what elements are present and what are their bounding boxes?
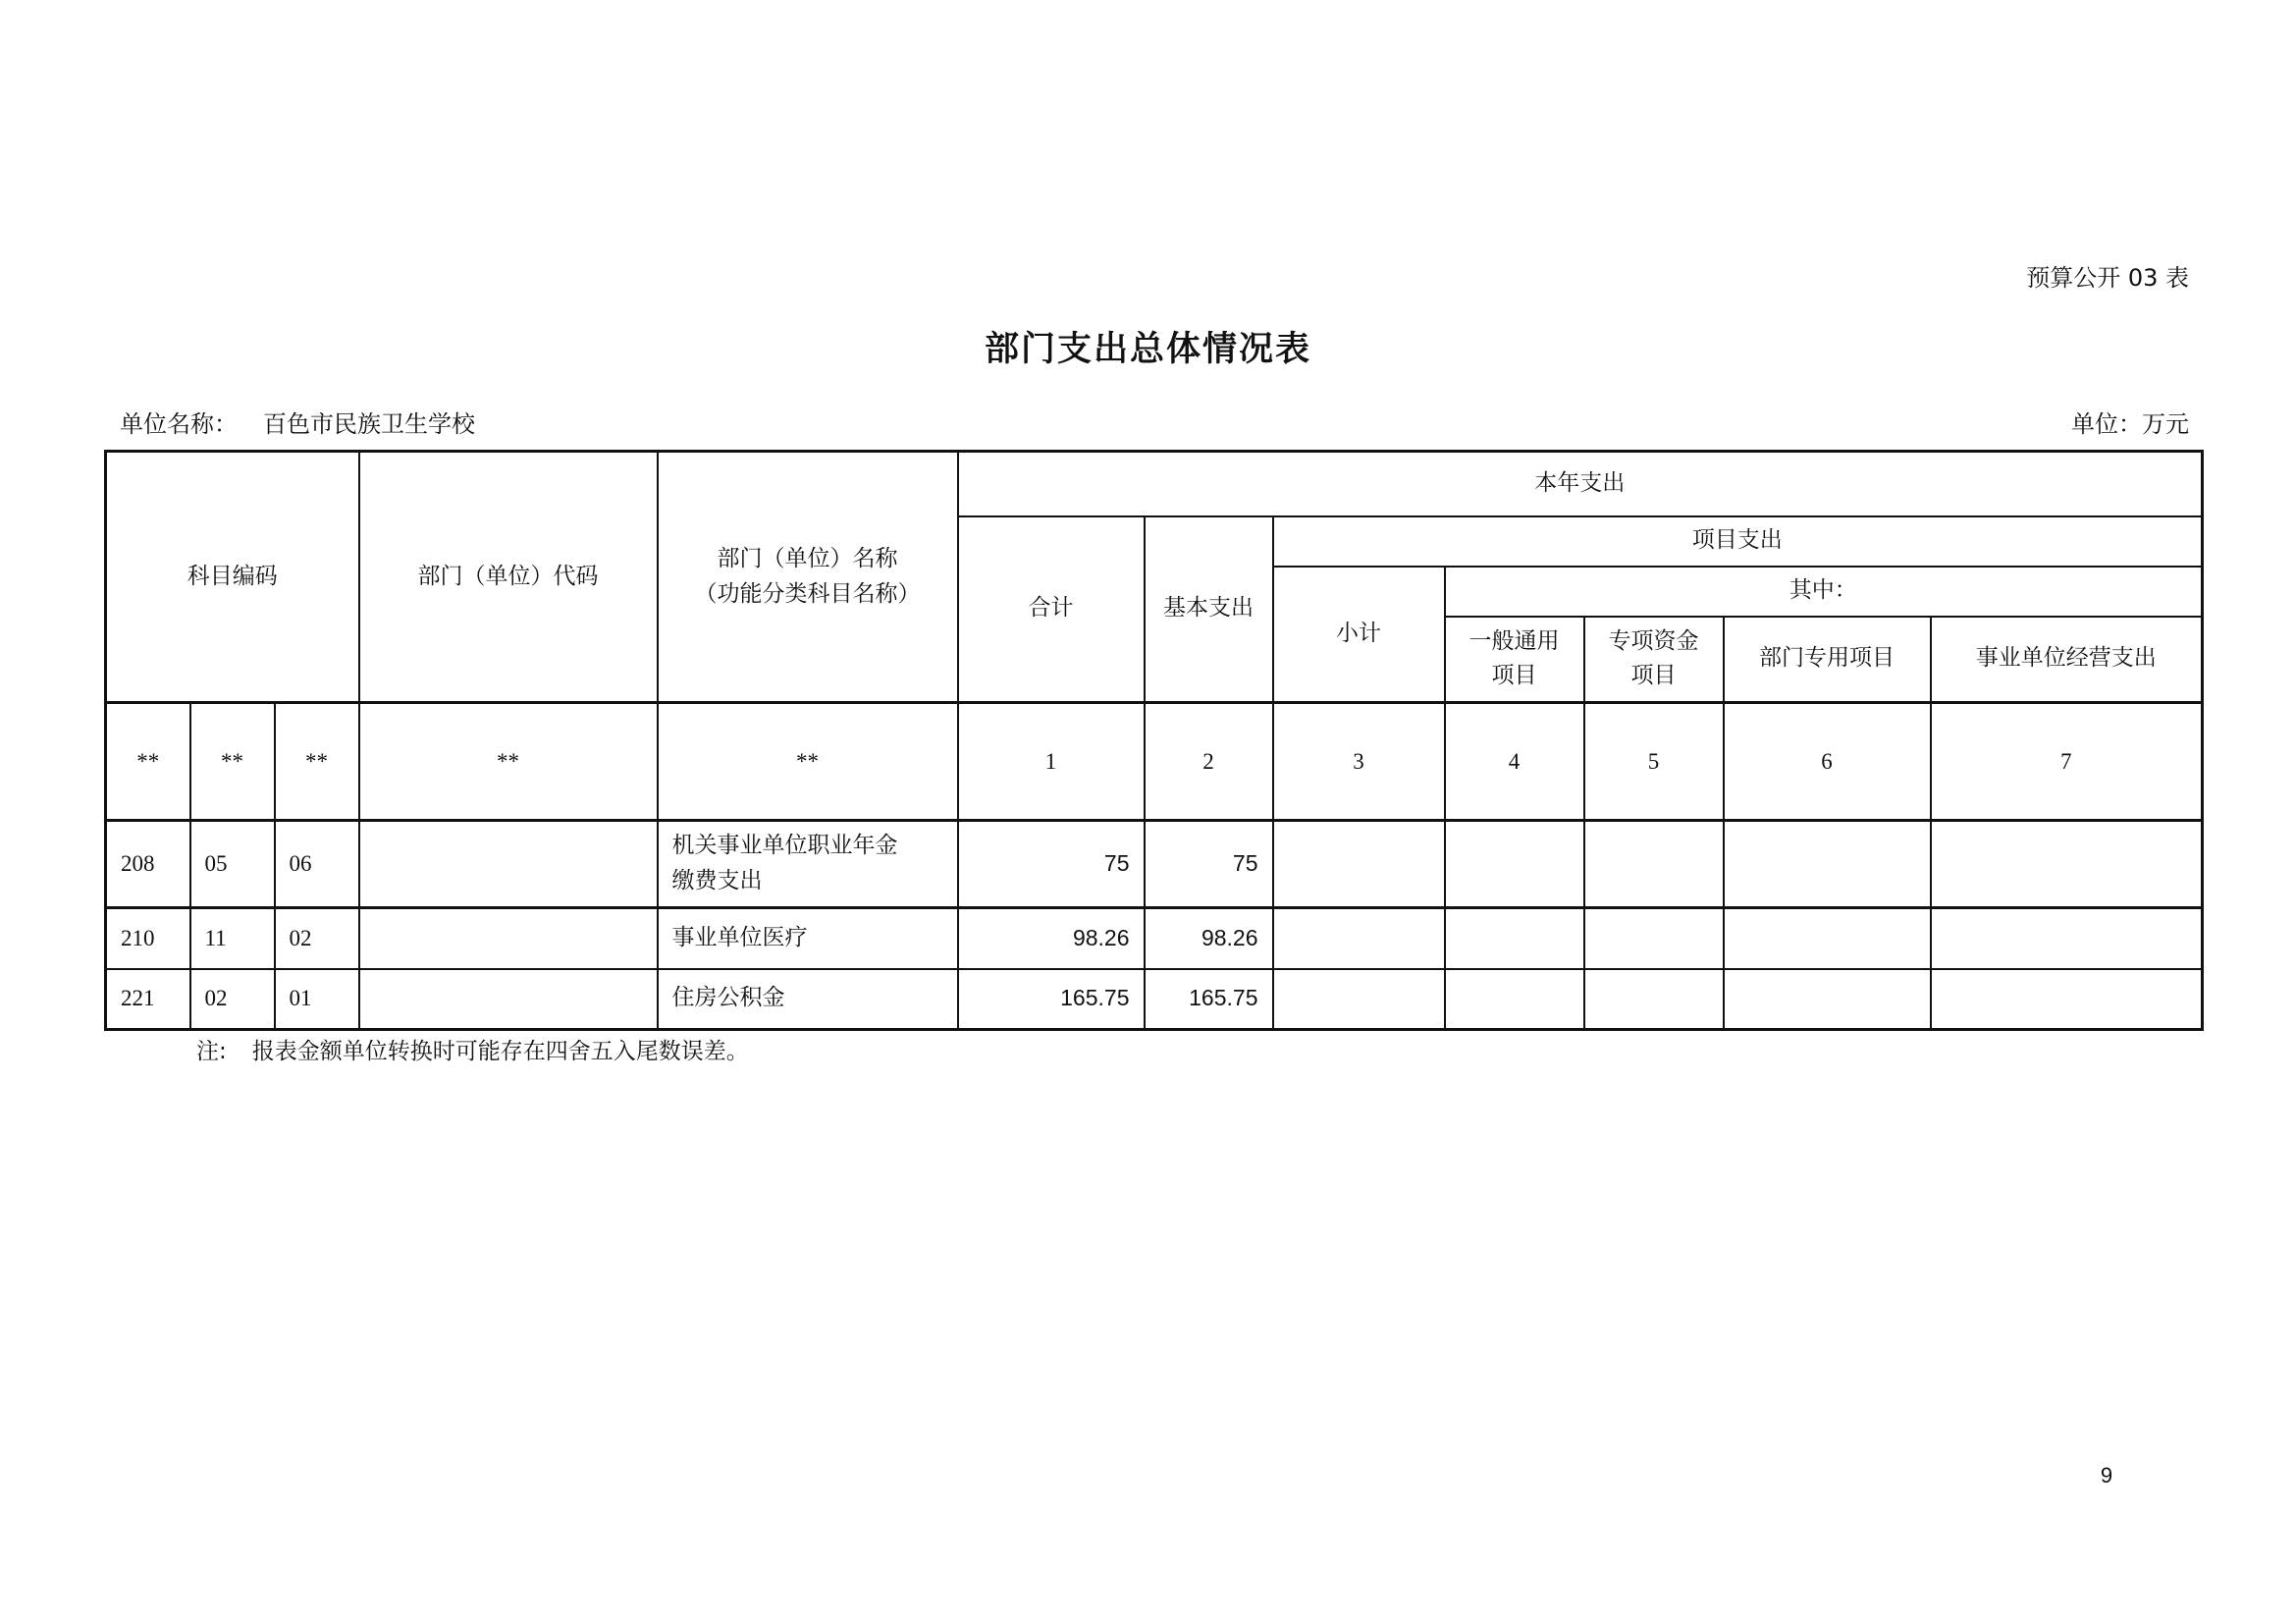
general-project-cell — [1445, 908, 1584, 969]
dept-special-project-cell — [1724, 969, 1931, 1030]
header-dept-name — [658, 452, 958, 703]
basic-expense-cell: 98.26 — [1145, 908, 1273, 969]
header-basic-expense: 基本支出 — [1145, 516, 1273, 703]
unit-name-label: 单位名称： — [120, 410, 238, 438]
item-code: 02 — [190, 969, 275, 1030]
basic-expense-cell: 75 — [1145, 821, 1273, 908]
subtotal-cell — [1273, 908, 1445, 969]
header-general-project-line1: 一般通用 — [1468, 627, 1560, 654]
expense-table — [104, 450, 2204, 1031]
business-operation-cell — [1931, 821, 2203, 908]
class-code: 210 — [106, 908, 190, 969]
sub-item-code: 06 — [275, 821, 359, 908]
subtotal-cell — [1273, 821, 1445, 908]
special-fund-cell — [1584, 908, 1724, 969]
header-dept-name-line1: 部门（单位）名称 — [717, 545, 898, 571]
footnote-text: 报表金额单位转换时可能存在四舍五入尾数误差。 — [251, 1039, 749, 1064]
header-dept-code: 部门（单位）代码 — [359, 452, 658, 703]
index-cell: 3 — [1273, 703, 1445, 821]
dept-name-line2: 缴费支出 — [671, 868, 763, 893]
dept-name-cell: 住房公积金 — [658, 969, 958, 1030]
dept-code-cell — [359, 969, 658, 1030]
business-operation-cell — [1931, 969, 2203, 1030]
unit-name-value: 百色市民族卫生学校 — [263, 410, 475, 438]
index-cell: ** — [275, 703, 359, 821]
sub-item-code: 02 — [275, 908, 359, 969]
dept-name-cell — [658, 821, 958, 908]
header-row-1 — [106, 452, 2203, 516]
class-code: 221 — [106, 969, 190, 1030]
dept-special-project-cell — [1724, 908, 1931, 969]
special-fund-cell — [1584, 821, 1724, 908]
general-project-cell — [1445, 969, 1584, 1030]
header-of-which: 其中： — [1445, 567, 2203, 617]
dept-special-project-cell — [1724, 821, 1931, 908]
index-cell: ** — [359, 703, 658, 821]
header-special-fund — [1584, 617, 1724, 703]
header-general-project — [1445, 617, 1584, 703]
total-cell: 165.75 — [958, 969, 1145, 1030]
table-row — [106, 969, 2203, 1030]
page-title: 部门支出总体情况表 — [984, 330, 1311, 369]
dept-name-line1: 机关事业单位职业年金 — [671, 833, 898, 859]
header-general-project-line2: 项目 — [1491, 663, 1537, 689]
table-row — [106, 908, 2203, 969]
form-code: 预算公开 03 表 — [2026, 264, 2189, 292]
money-unit: 单位：万元 — [2071, 410, 2189, 438]
page-number: 9 — [2100, 1463, 2113, 1488]
subtotal-cell — [1273, 969, 1445, 1030]
index-cell: 4 — [1445, 703, 1584, 821]
table-row — [106, 821, 2203, 908]
index-cell: 7 — [1931, 703, 2203, 821]
header-project-expense: 项目支出 — [1273, 516, 2203, 567]
header-subtotal: 小计 — [1273, 567, 1445, 703]
header-current-year-expense: 本年支出 — [958, 452, 2203, 516]
item-code: 05 — [190, 821, 275, 908]
basic-expense-cell: 165.75 — [1145, 969, 1273, 1030]
item-code: 11 — [190, 908, 275, 969]
header-dept-special-project: 部门专用项目 — [1724, 617, 1931, 703]
header-special-fund-line1: 专项资金 — [1608, 627, 1699, 654]
index-cell: 1 — [958, 703, 1145, 821]
footnote — [196, 1033, 749, 1065]
header-subject-code: 科目编码 — [106, 452, 359, 703]
class-code: 208 — [106, 821, 190, 908]
dept-code-cell — [359, 821, 658, 908]
index-cell: ** — [190, 703, 275, 821]
header-total: 合计 — [958, 516, 1145, 703]
sub-item-code: 01 — [275, 969, 359, 1030]
index-cell: 6 — [1724, 703, 1931, 821]
special-fund-cell — [1584, 969, 1724, 1030]
total-cell: 75 — [958, 821, 1145, 908]
header-business-operation-expense: 事业单位经营支出 — [1931, 617, 2203, 703]
index-cell: 2 — [1145, 703, 1273, 821]
header-special-fund-line2: 项目 — [1630, 663, 1677, 689]
index-cell: ** — [106, 703, 190, 821]
index-cell: ** — [658, 703, 958, 821]
footnote-label: 注: — [196, 1039, 227, 1064]
header-dept-name-line2: （功能分类科目名称） — [694, 580, 921, 607]
total-cell: 98.26 — [958, 908, 1145, 969]
dept-name-cell: 事业单位医疗 — [658, 908, 958, 969]
dept-code-cell — [359, 908, 658, 969]
general-project-cell — [1445, 821, 1584, 908]
index-row — [106, 703, 2203, 821]
index-cell: 5 — [1584, 703, 1724, 821]
unit-name-row — [120, 405, 475, 439]
business-operation-cell — [1931, 908, 2203, 969]
